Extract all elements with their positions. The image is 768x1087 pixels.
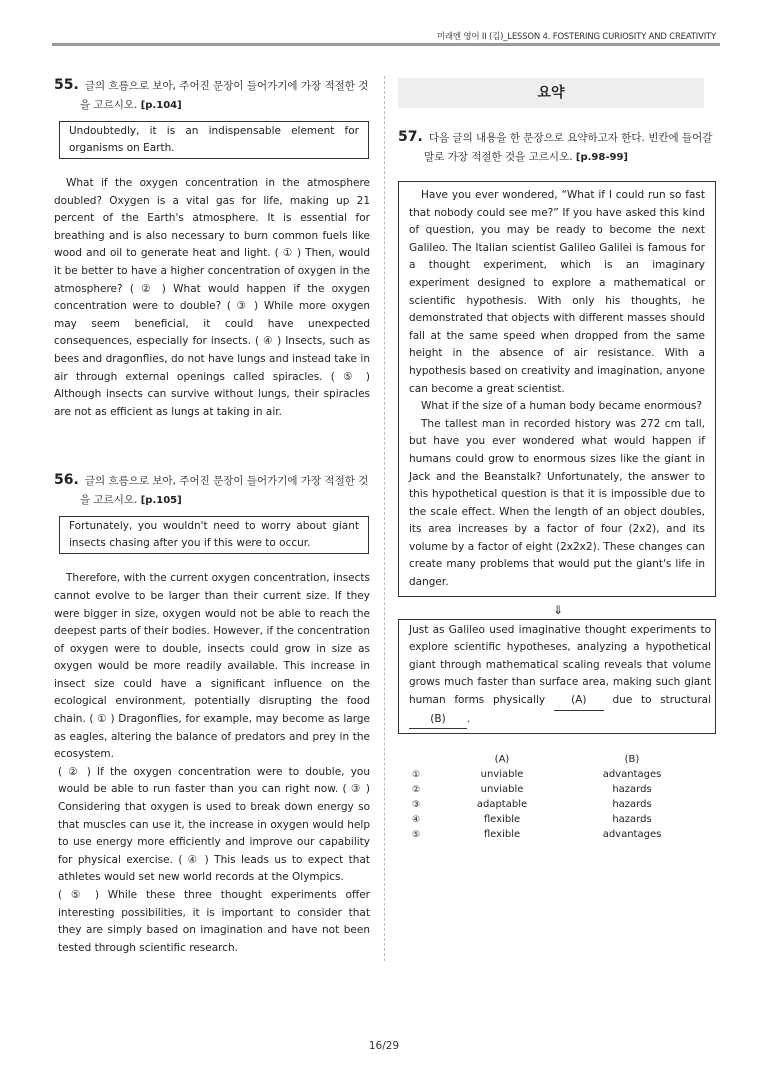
question-57-paragraph-2: What if the size of a human body became enormous? (421, 400, 703, 413)
question-56-paragraph-2: ( ② ) If the oxygen concentration were to double, you would be able to run faster than you can right now. ( ③ ) Considering that oxygen is used to break down energy so that muscles can use it, the increase in oxygen would help to use energy more efficiently and improve our capability for physical exercise. ( ④ ) This leads us to expect that athletes would set new world records at the Olympics. (58, 765, 370, 884)
question-57 (398, 128, 718, 842)
choice-b-value: hazards (612, 799, 652, 811)
question-57-text: 다음 글의 내용을 한 문장으로 요약하고자 한다. 빈칸에 들어갈 말로 가장 적절한 것을 고르시오. (424, 132, 713, 163)
choice-number: ① (412, 769, 421, 780)
page-number: 16/29 (368, 1040, 400, 1052)
choice-a-value: unviable (480, 784, 524, 796)
right-column (398, 76, 718, 842)
page-header: 미래엔 영어 II (김)_LESSON 4. FOSTERING CURIOSITY AND CREATIVITY (436, 32, 716, 42)
question-55-ref: [p.104] (140, 100, 182, 111)
question-55 (54, 76, 370, 421)
blank-a: (A) (554, 692, 604, 711)
choice-row[interactable] (412, 827, 692, 842)
question-57-prompt (398, 128, 718, 167)
column-divider (384, 76, 385, 961)
column-a-header: (A) (494, 754, 510, 766)
question-55-text: 글의 흐름으로 보아, 주어진 문장이 들어가기에 가장 적절한 것을 고르시오. (80, 80, 369, 111)
question-57-summary-box (398, 619, 716, 735)
question-56-paragraph-3: ( ⑤ ) While these three thought experiments offer interesting possibilities, it is important to consider that they are simply based on imagination and have not been tested through scientific research. (58, 889, 370, 954)
choice-row[interactable] (412, 782, 692, 797)
summary-text-mid: due to structural (612, 694, 711, 707)
choice-a-value: flexible (483, 814, 521, 826)
choice-b-value: advantages (602, 829, 662, 841)
question-56-paragraph-1: Therefore, with the current oxygen concentration, insects cannot evolve to be larger than their current size. If they were bigger in size, oxygen would not be able to reach the deepest parts of their bodies. However, if the concentration of oxygen were to double, insects could grow in size as oxygen would be more readily available. This increase in insect size could have a significant influence on the ecological environment, potentially disrupting the food chain. ( ① ) Dragonflies, for example, may become as large as eagles, altering the balance of predators and prey in the ecosystem. (54, 572, 370, 761)
blank-b: (B) (409, 711, 467, 730)
question-56-number: 56. (54, 472, 79, 489)
choice-a-value: unviable (480, 769, 524, 781)
question-57-ref: [p.98-99] (575, 152, 628, 163)
header-rule (52, 43, 720, 46)
question-57-number: 57. (398, 129, 423, 145)
choice-number: ④ (412, 814, 421, 825)
choice-b-value: hazards (612, 784, 652, 796)
question-56-prompt (54, 471, 370, 510)
choice-row[interactable] (412, 812, 692, 827)
choice-b-value: hazards (612, 814, 652, 826)
question-55-passage: What if the oxygen concentration in the atmosphere doubled? Oxygen is a vital gas for life, making up 21 percent of the Earth's atmosphere. It is essential for breathing and is also necessary to burn common fuels like wood and oil to generate heat and light. ( ① ) Then, would it be better to have a higher concentration of oxygen in the atmosphere? ( ② ) What would happen if the oxygen concentration were to double? ( ③ ) While more oxygen may seem beneficial, it could have unexpected consequences, especially for insects. ( ④ ) Insects, such as bees and dragonflies, do not have lungs and instead take in air through external openings called spiracles. ( ⑤ ) Although insects can survive without lungs, their spiracles are not as efficient as lungs at taking in air. (54, 177, 370, 418)
choice-a-value: adaptable (476, 799, 528, 811)
choice-row[interactable] (412, 797, 692, 812)
left-column (54, 76, 370, 957)
column-b-header: (B) (624, 754, 640, 766)
question-55-prompt (54, 76, 370, 115)
summary-text-end: . (467, 712, 471, 725)
down-arrow-icon: ⇓ (552, 602, 564, 617)
choices-header-row (412, 752, 692, 767)
question-56-ref: [p.105] (140, 495, 182, 507)
choice-row[interactable] (412, 767, 692, 782)
choice-number: ③ (412, 799, 421, 810)
summary-text-start: Just as Galileo used imaginative thought experiments to explore scientific hypotheses, analyzing a hypothetical giant through mathematical scaling reveals that volume grows much faster than surface area, making such giant human forms physically (409, 623, 711, 707)
choice-b-value: advantages (602, 769, 662, 781)
section-title-summary: 요약 (398, 78, 704, 108)
question-57-paragraph-1: Have you ever wondered, “What if I could run so fast that nobody could see me?” If you have asked this kind of question, you may be ready to become the next Galileo. The Italian scientist Galileo Galilei is famous for a thought experiment, which is an imaginary experiment designed to explore a mathematical or scientific hypothesis. With only his thoughts, he demonstrated that objects with different masses should fall at the same speed when dropped from the same height in the absence of air resistance. With a hypothesis based on creativity and imagination, anyone can become a great scientist. (409, 189, 705, 395)
answer-choices (412, 752, 692, 842)
question-57-passage-box (398, 181, 716, 597)
choice-a-value: flexible (483, 829, 521, 841)
question-55-given-sentence: Undoubtedly, it is an indispensable element for organisms on Earth. (59, 121, 369, 159)
choice-number: ⑤ (412, 829, 421, 840)
question-56 (54, 471, 370, 957)
question-56-given-sentence: Fortunately, you wouldn't need to worry about giant insects chasing after you if this were to occur. (59, 516, 369, 554)
question-55-number: 55. (54, 77, 79, 93)
question-57-paragraph-3: The tallest man in recorded history was 272 cm tall, but have you ever wondered what would happen if humans could grow to enormous sizes like the giant in Jack and the Beanstalk? Unfortunately, the answer to this hypothetical question is that it is impossible due to the scale effect. When the length of an object doubles, its area increases by a factor of four (2x2), and its volume by a factor of eight (2x2x2). These changes can create many problems that would put the giant's life in danger. (409, 417, 705, 589)
choice-number: ② (412, 784, 421, 795)
question-56-text: 글의 흐름으로 보아, 주어진 문장이 들어가기에 가장 적절한 것을 고르시오. (80, 475, 369, 507)
